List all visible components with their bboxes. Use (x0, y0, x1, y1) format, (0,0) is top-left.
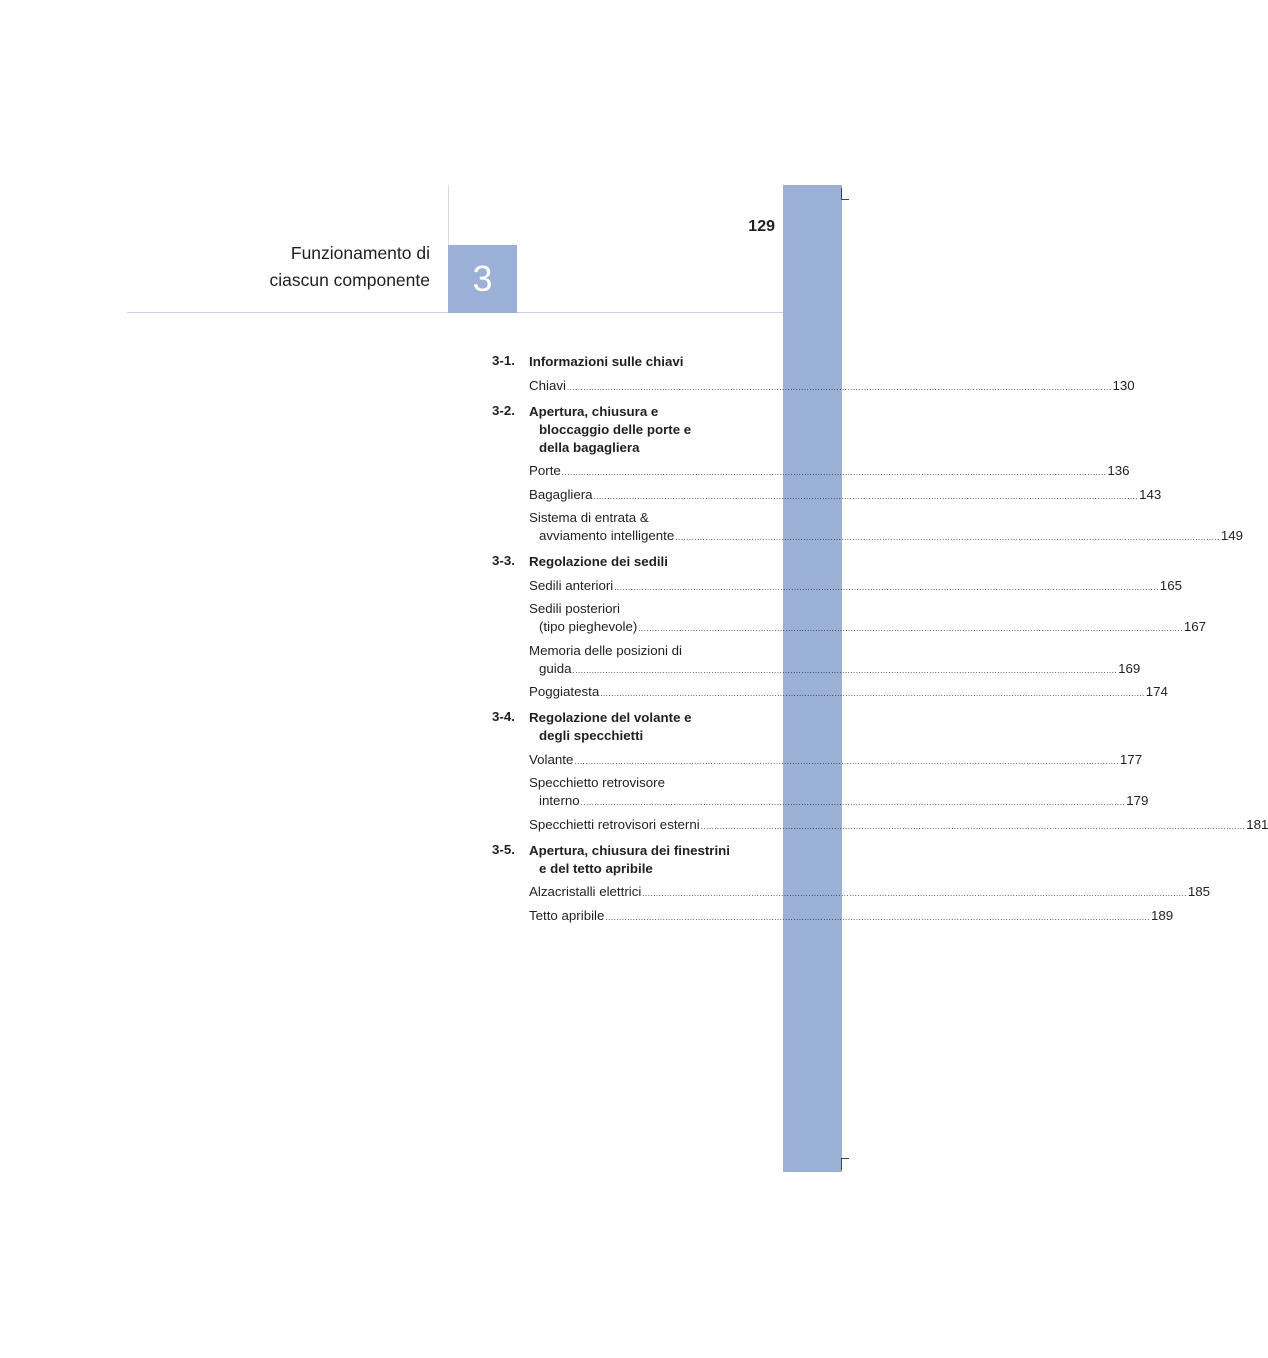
toc-entry-leader-dots: ........................................................................................................................................................................................................ (580, 798, 1126, 807)
toc-section (492, 553, 1207, 701)
toc-entry-leader-dots: ........................................................................................................................................................................................................ (566, 382, 1112, 392)
toc-entry-label: Bagagliera (529, 486, 593, 502)
toc-section-title-line: Informazioni sulle chiavi (529, 354, 684, 369)
toc-entry-row (529, 577, 1182, 595)
toc-entry-leader-dots: ........................................................................................................................................................................................................ (675, 533, 1220, 542)
toc-entry-label: Specchietti retrovisori esterni (529, 816, 700, 832)
toc-section-title (529, 842, 740, 878)
toc-entry-row (529, 618, 1207, 636)
toc-section-number: 3-5. (492, 841, 515, 857)
chapter-title (269, 240, 430, 294)
toc-entry-page: 179 (1126, 793, 1149, 808)
toc-entry-line: Specchietto retrovisore (529, 775, 665, 790)
chapter-number: 3 (472, 258, 493, 299)
toc-entry-row (529, 486, 1162, 504)
toc-entry-line: Sistema di entrata & (529, 510, 649, 525)
toc-entry-label: Poggiatesta (529, 684, 600, 699)
toc-section-title-line: Regolazione dei sedili (529, 554, 668, 569)
toc-entry-label: Alzacristalli elettrici (529, 884, 642, 899)
toc-entry-leader-dots: ........................................................................................................................................................................................................ (574, 756, 1119, 766)
toc-entry-page: 136 (1107, 463, 1130, 478)
toc-entry-row (529, 907, 1174, 925)
toc-entry-page: 185 (1187, 884, 1211, 899)
toc-entry-label: avviamento intelligente (539, 528, 675, 543)
toc-section-number: 3-2. (492, 402, 515, 418)
toc-section (492, 841, 1211, 925)
toc-entry[interactable] (529, 462, 1130, 480)
crop-mark-bottom (841, 1158, 842, 1170)
toc-section-title-line: Regolazione del volante e (529, 710, 692, 725)
toc-entry-row (529, 816, 1268, 834)
toc-entry-page: 189 (1150, 907, 1174, 923)
toc-entry[interactable] (529, 509, 1243, 545)
toc-entry-row (529, 751, 1143, 769)
toc-section-number: 3-4. (492, 709, 515, 724)
toc-section (492, 709, 1268, 834)
toc-entry-leader-dots: ........................................................................................................................................................................................................ (642, 889, 1187, 898)
toc-section-title (529, 403, 740, 457)
toc-entry-row (529, 527, 1243, 545)
header-divider-vertical (448, 185, 449, 245)
crop-mark-top-foot (841, 199, 849, 200)
toc-entry-label: Porte (529, 463, 561, 478)
toc-section-number: 3-3. (492, 553, 515, 568)
toc-entry[interactable] (529, 377, 1135, 395)
toc-entry[interactable] (529, 774, 1149, 810)
toc-section-title-line: Apertura, chiusura dei finestrini (529, 842, 730, 858)
toc-section (492, 353, 1135, 395)
toc-entry[interactable] (529, 683, 1168, 701)
toc-entry-page: 169 (1118, 660, 1141, 676)
toc-section-number: 3-1. (492, 353, 515, 368)
toc-entry-leader-dots: ........................................................................................................................................................................................................ (605, 912, 1150, 922)
toc-entry-page: 181 (1246, 816, 1268, 832)
chapter-side-tab (783, 185, 842, 1172)
toc-entry-line: Memoria delle posizioni di (529, 642, 682, 658)
toc-entry-page: 143 (1139, 486, 1162, 502)
toc-entry-row (529, 683, 1168, 701)
toc-entry-line: Sedili posteriori (529, 601, 620, 616)
toc-entry-page: 174 (1145, 684, 1168, 699)
toc-entry-row (529, 883, 1211, 901)
toc-entry[interactable] (529, 600, 1207, 636)
toc-section-title (529, 553, 740, 571)
toc-entry[interactable] (529, 577, 1182, 595)
toc-section-title (529, 353, 740, 371)
toc-entry-page: 165 (1159, 577, 1182, 593)
toc-entry-page: 167 (1183, 619, 1207, 634)
toc-entry-page: 130 (1112, 377, 1135, 393)
chapter-number-box (448, 245, 517, 313)
toc-section-title-line: degli specchietti (539, 728, 644, 743)
toc-entry-label: Tetto apribile (529, 907, 605, 923)
toc-section-title (529, 709, 740, 745)
toc-entry-leader-dots: ........................................................................................................................................................................................................ (561, 468, 1107, 477)
toc-entry-row (529, 377, 1135, 395)
page-number: 129 (748, 218, 775, 235)
toc-section-title-line: e del tetto apribile (539, 860, 653, 876)
toc-entry-label: Sedili anteriori (529, 577, 614, 593)
toc-section-title-line: della bagagliera (539, 439, 640, 455)
toc-entry-leader-dots: ........................................................................................................................................................................................................ (700, 821, 1246, 831)
toc-entry-label: Chiavi (529, 377, 566, 393)
toc-section-title-line: Apertura, chiusura e (529, 403, 659, 419)
toc-entry-leader-dots: ........................................................................................................................................................................................................ (600, 689, 1145, 698)
toc-entry-row (529, 462, 1130, 480)
crop-mark-bottom-foot (841, 1158, 849, 1159)
toc-entry-label: interno (539, 793, 580, 808)
toc-entry-leader-dots: ........................................................................................................................................................................................................ (614, 582, 1159, 592)
toc-section-title-line: bloccaggio delle porte e (539, 421, 692, 437)
toc-entry[interactable] (529, 751, 1143, 769)
toc-entry-row (529, 660, 1141, 678)
toc-section (492, 402, 1243, 546)
toc-entry[interactable] (529, 816, 1268, 834)
toc-entry-label: (tipo pieghevole) (539, 619, 638, 634)
chapter-title-line1: Funzionamento di (290, 243, 430, 263)
toc-entry-label: Volante (529, 751, 574, 767)
toc-entry-page: 149 (1220, 528, 1243, 543)
chapter-title-line2: ciascun componente (269, 270, 430, 290)
toc-entry-leader-dots: ........................................................................................................................................................................................................ (593, 491, 1139, 501)
toc-entry[interactable] (529, 883, 1211, 901)
toc-entry[interactable] (529, 907, 1174, 925)
toc-entry-leader-dots: ........................................................................................................................................................................................................ (638, 624, 1183, 633)
toc-entry-page: 177 (1119, 751, 1143, 767)
table-of-contents (492, 353, 1268, 925)
toc-entry-leader-dots: ........................................................................................................................................................................................................ (572, 665, 1118, 675)
toc-entry-label: guida (539, 660, 572, 676)
toc-entry[interactable] (529, 642, 1141, 678)
toc-entry-row (529, 792, 1149, 810)
toc-entry[interactable] (529, 486, 1162, 504)
